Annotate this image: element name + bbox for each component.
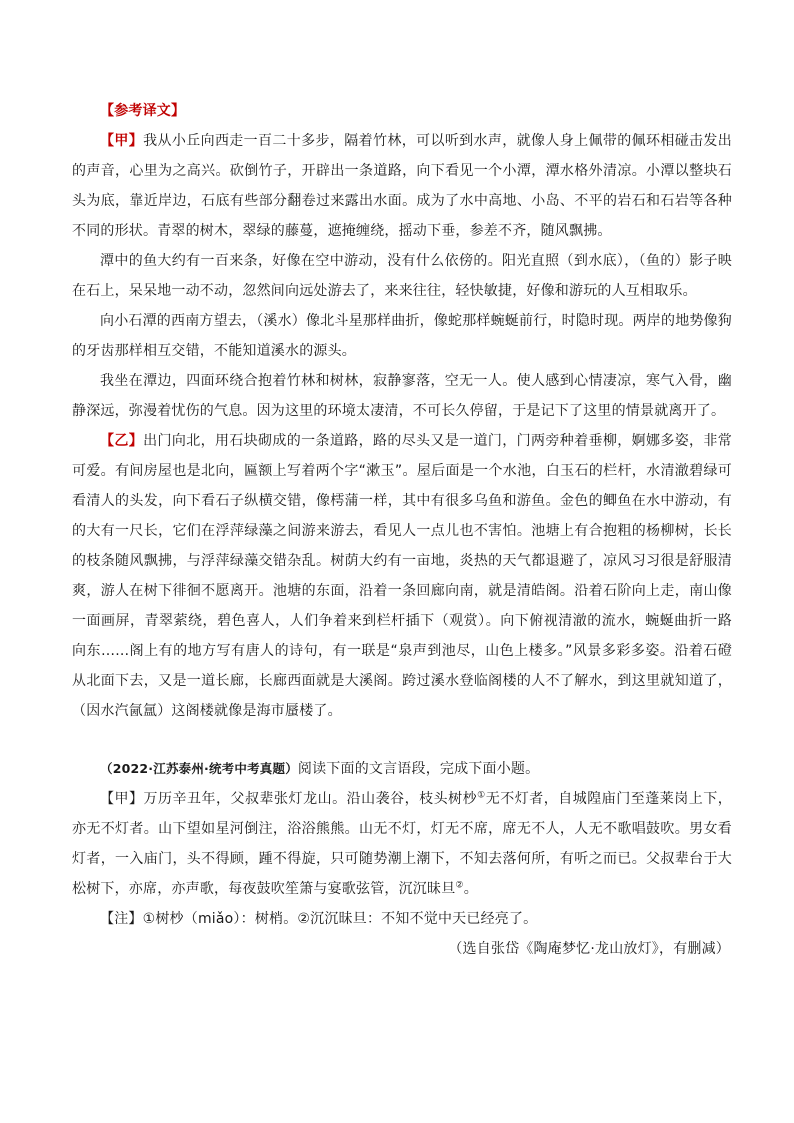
footnote-1-mark: ①: [477, 790, 486, 801]
translation-yi-paragraph: [72, 426, 732, 726]
exam-source: （2022·江苏泰州·统考中考真题）: [100, 761, 298, 776]
exam-citation: （选自张岱《陶庵梦忆·龙山放灯》，有删减）: [448, 941, 730, 957]
section-gap: [72, 726, 732, 754]
exam-notes: [72, 904, 732, 934]
yi-marker: 【乙】: [100, 433, 144, 449]
translation-jia-paragraph-4: 我坐在潭边，四面环绕合抱着竹林和树林，寂静寥落，空无一人。使人感到心情凄凉，寒气入骨，幽静深远，弥漫着忧伤的气息。因为这里的环境太凄清，不可长久停留，于是记下了这里的情景就离开了。: [72, 373, 732, 419]
document-content: [72, 96, 732, 964]
footnote-2-mark: ②: [455, 880, 464, 891]
notes-text: ①树杪（miǎo）：树梢。②沉沉昧旦：不知不觉中天已经亮了。: [142, 911, 538, 927]
exam-jia-paragraph: [72, 784, 732, 904]
exam-instruction: 阅读下面的文言语段，完成下面小题。: [297, 761, 540, 777]
exam-jia-text-b: 无不灯者，自城隍庙门至蓬莱岗上下，亦无不灯者。山下望如星河倒注，浴浴熊熊。山无不灯，灯无不席，席无不人，人无不歌唱鼓吹。男女看灯者，一入庙门，头不得顾，踵不得旋，只可随势潮上潮下，不知去落何所，有听之而已。父叔辈台于大松树下，亦席，亦声歌，每夜鼓吹笙箫与宴歌弦管，沉沉昧旦: [72, 791, 732, 897]
notes-marker: 【注】: [100, 911, 143, 927]
jia-marker: 【甲】: [100, 133, 144, 149]
translation-heading: 【参考译文】: [100, 103, 186, 119]
yi-paragraph-text: 出门向北，用石块砌成的一条道路，路的尽头又是一道门，门两旁种着垂柳，婀娜多姿，非常可爱。有间房屋也是北向，匾额上写着两个字“漱玉”。屋后面是一个水池，白玉石的栏杆，水清澈碧绿可看清人的头发，向下看石子纵横交错，像樗蒲一样，其中有很多乌鱼和游鱼。金色的鲫鱼在水中游动，有的大有一尺长，它们在浮萍绿藻之间游来游去，看见人一点儿也不害怕。池塘上有合抱粗的杨柳树，长长的枝条随风飘拂，与浮萍绿藻交错杂乱。树荫大约有一亩地，炎热的天气都退避了，凉风习习很是舒服清爽，游人在树下徘徊不愿离开。池塘的东面，沿着一条回廊向南，就是清皓阁。沿着石阶向上走，南山像一面画屏，青翠萦绕，碧色喜人，人们争着来到栏杆插下（观赏）。向下俯视清澈的流水，蜿蜒曲折一路向东……阁上有的地方写有唐人的诗句，有一联是“泉声到池尽，山色上楼多。”风景多彩多姿。沿着石磴从北面下去，又是一道长廊，长廊西面就是大溪阁。跨过溪水登临阁楼的人不了解水，到这里就知道了，（因水汽氤氲）这阁楼就像是海市蜃楼了。: [72, 433, 732, 719]
exam-header: [72, 754, 732, 784]
exam-jia-marker: 【甲】: [100, 791, 144, 807]
exam-jia-text-c: 。: [463, 881, 478, 897]
translation-jia-paragraph-1: [72, 126, 732, 246]
exam-jia-text-a: 万历辛丑年，父叔辈张灯龙山。沿山袭谷，枝头树杪: [143, 791, 478, 807]
translation-jia-paragraph-2: 潭中的鱼大约有一百来条，好像在空中游动，没有什么依傍的。阳光直照（到水底），（鱼的）影子映在石上，呆呆地一动不动，忽然间向远处游去了，来来往往，轻快敏捷，好像和游玩的人互相取乐。: [72, 253, 732, 299]
jia-paragraph-1-text: 我从小丘向西走一百二十多步，隔着竹林，可以听到水声，就像人身上佩带的佩环相碰击发出的声音，心里为之高兴。砍倒竹子，开辟出一条道路，向下看见一个小潭，潭水格外清凉。小潭以整块石头为底，靠近岸边，石底有些部分翻卷过来露出水面。成为了水中高地、小岛、不平的岩石和石岩等各种不同的形状。青翠的树木，翠绿的藤蔓，遮掩缠绕，摇动下垂，参差不齐，随风飘拂。: [72, 133, 732, 239]
translation-jia-paragraph-3: 向小石潭的西南方望去，（溪水）像北斗星那样曲折，像蛇那样蜿蜒前行，时隐时现。两岸的地势像狗的牙齿那样相互交错，不能知道溪水的源头。: [72, 313, 732, 359]
